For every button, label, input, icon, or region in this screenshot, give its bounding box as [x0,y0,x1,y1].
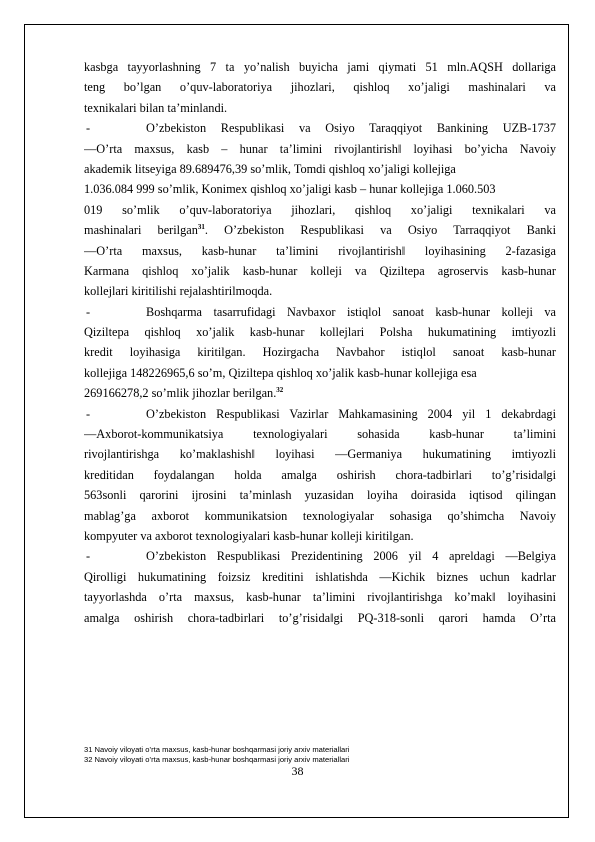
text-line: kollejiga 148226965,6 so’m, Qiziltepa qishloq xo’jalik kasb-hunar kollejiga esa [84,365,477,380]
text-line: kollejlari kiritilishi rejalashtirilmoqda. [84,284,273,299]
text-line: Qirolligi hukumatining foizsiz kreditini ishlatishda ―Kichik biznes uchun kadrlar [84,569,556,584]
text-line: ―O’rta maxsus, kasb-hunar ta’limini rivojlantirish‖ loyihasining 2-fazasiga [84,243,556,258]
text-line: Boshqarma tasarrufidagi Navbaxor istiqlol sanoat kasb-hunar kolleji va [146,304,556,319]
text-line: O’zbekiston Respublikasi Prezidentining 2006 yil 4 apreldagi ―Belgiya [146,549,556,564]
text-line: rivojlantirishga ko’maklashish‖ loyihasi ―Germaniya hukumatining imtiyozli [84,447,556,462]
text-line: Qiziltepa qishloq xo’jalik kasb-hunar kollejlari Polsha hukumatining imtiyozli [84,325,556,340]
text-line: kredit loyihasiga kiritilgan. Hozirgacha Navbahor istiqlol sanoat kasb-hunar [84,345,556,360]
text-span: . O’zbekiston Respublikasi va Osiyo Tarraqqiyot Banki [204,223,556,238]
list-marker: - [86,549,91,564]
text-line: kompyuter va axborot texnologiyalari kasb-hunar kolleji kiritilgan. [84,528,414,543]
text-line: kreditidan foydalangan holda amalga oshirish chora-tadbirlari to’g’risida‖gi [84,467,556,482]
footnote-ref: 32 [276,386,284,395]
text-line: texnikalari bilan ta’minlandi. [84,100,228,115]
text-line: ―O’rta maxsus, kasb – hunar ta’limini rivojlantirish‖ loyihasi bo’yicha Navoiy [84,141,556,156]
text-line: kasbga tayyorlashning 7 ta yo’nalish buyicha jami qiymati 51 mln.AQSH dollariga [84,60,556,74]
text-line: Karmana qishloq xo’jalik kasb-hunar kolleji va Qiziltepa agroservis kasb-hunar [84,263,556,278]
list-item [84,404,556,424]
text-line: O’zbekiston Respublikasi Vazirlar Mahkamasining 2004 yil 1 dekabrdagi [146,406,556,421]
list-item [84,302,556,322]
text-line: teng bo’lgan o’quv-laboratoriya jihozlari, qishloq xo’jaligi mashinalari va [84,80,556,95]
footnote: 31 Navoiy viloyati o’rta maxsus, kasb-hunar boshqarmasi joriy arxiv materiallari [84,745,350,754]
text-line-with-footnote [84,383,556,403]
list-item [84,118,556,138]
footnotes [84,745,556,765]
footnote: 32 Navoiy viloyati o’rta maxsus, kasb-hunar boshqarmasi joriy arxiv materiallari [84,755,350,765]
list-marker: - [86,304,91,319]
text-line: 1.036.084 999 so’mlik, Konimex qishloq xo’jaligi kasb – hunar kollejiga 1.060.503 [84,182,496,197]
list-item [84,546,556,566]
text-line: amalga oshirish chora-tadbirlari to’g’risida‖gi PQ-318-sonli qarori hamda O’rta [84,610,556,625]
text-line: mablag’ga axborot kommunikatsion texnologiyalar sohasiga qo’shimcha Navoiy [84,508,556,523]
text-line-with-footnote [84,220,556,240]
text-line: akademik litseyiga 89.689476,39 so’mlik, Tomdi qishloq xo’jaligi kollejiga [84,161,456,176]
text-line: 563sonli qarorini ijrosini ta’minlash yuzasidan loyiha doirasida iqtisod qilingan [84,488,556,503]
footnote-ref: 31 [197,223,205,232]
page-number: 38 [291,764,304,778]
text-line: 019 so’mlik o’quv-laboratoriya jihozlari, qishloq xo’jaligi texnikalari va [84,202,556,217]
text-line: tayyorlashda o’rta maxsus, kasb-hunar ta’limini rivojlantirishga ko’mak‖ loyihasini [84,590,556,605]
text-span: 269166278,2 so’mlik jihozlar berilgan. [84,386,277,401]
text-line: O’zbekiston Respublikasi va Osiyo Taraqqiyot Bankining UZB-1737 [146,121,556,136]
text-line: ―Axborot-kommunikatsiya texnologiyalari sohasida kasb-hunar ta’limini [84,427,556,442]
document-body [84,57,556,628]
text-span: mashinalari berilgan [84,223,198,238]
list-marker: - [86,121,91,136]
list-marker: - [86,406,91,421]
